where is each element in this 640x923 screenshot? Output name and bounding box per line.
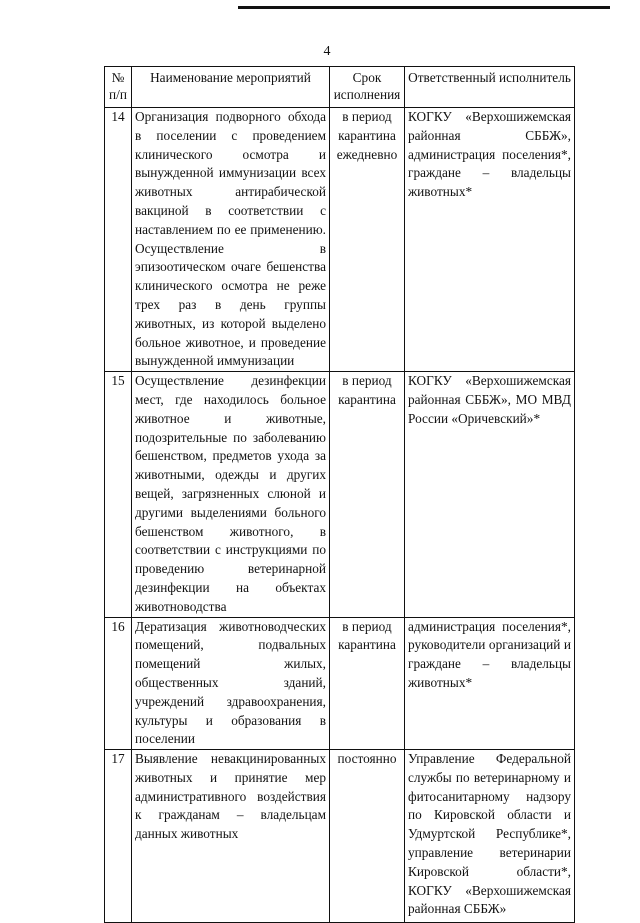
row-name: Выявление невакцинированных животных и принятие мер административного воздействия к гражданам – владельцам данных животных: [132, 750, 330, 923]
row-term: в период карантина: [330, 372, 405, 617]
page-number: 4: [323, 44, 331, 59]
activities-table: [104, 66, 575, 923]
row-name: Организация подворного обхода в поселении с проведением клинического осмотра и вынужденной иммунизации всех животных антирабической вакциной в соответствии с наставлением по ее применению. Осуществление в эпизоотическом очаге бешенства клинического осмотра не реже трех раз в день группы животных, из которой выделено больное животное, и проведение вынужденной иммунизации: [132, 108, 330, 372]
row-name: Осуществление дезинфекции мест, где находилось больное животное и животные, подозрительные по заболеванию бешенством, предметов ухода за животными, одежды и других вещей, загрязненных слюной и другими выделениями больного бешенством животного, в соответствии с инструкциями по проведению ветеринарной дезинфекции на объектах животноводства: [132, 372, 330, 617]
row-resp: КОГКУ «Верхошижемская районная СББЖ», МО МВД России «Оричевский»*: [405, 372, 575, 617]
table-row: [105, 108, 575, 372]
table-header-row: [105, 67, 575, 108]
row-resp: КОГКУ «Верхошижемская районная СББЖ», администрация поселения*, граждане – владельцы животных*: [405, 108, 575, 372]
header-num: № п/п: [105, 67, 132, 108]
table-row: [105, 617, 575, 750]
header-resp: Ответственный исполнитель: [405, 67, 575, 108]
row-num: 14: [105, 108, 132, 372]
table-row: [105, 372, 575, 617]
row-num: 15: [105, 372, 132, 617]
row-num: 16: [105, 617, 132, 750]
row-name: Дератизация животноводческих помещений, подвальных помещений жилых, общественных зданий, учреждений здравоохранения, культуры и образования в поселении: [132, 617, 330, 750]
row-resp: Управление Федеральной службы по ветеринарному и фитосанитарному надзору по Кировской области и Удмуртской Республике*, управление ветеринарии Кировской области*, КОГКУ «Верхошижемская районная СББЖ»: [405, 750, 575, 923]
header-name: Наименование мероприятий: [132, 67, 330, 108]
row-resp: администрация поселения*, руководители организаций и граждане – владельцы животных*: [405, 617, 575, 750]
header-term: Срок исполнения: [330, 67, 405, 108]
row-term: в период карантина: [330, 617, 405, 750]
row-term: в период карантина ежедневно: [330, 108, 405, 372]
row-term: постоянно: [330, 750, 405, 923]
table-row: [105, 750, 575, 923]
row-num: 17: [105, 750, 132, 923]
top-rule: [238, 6, 610, 9]
